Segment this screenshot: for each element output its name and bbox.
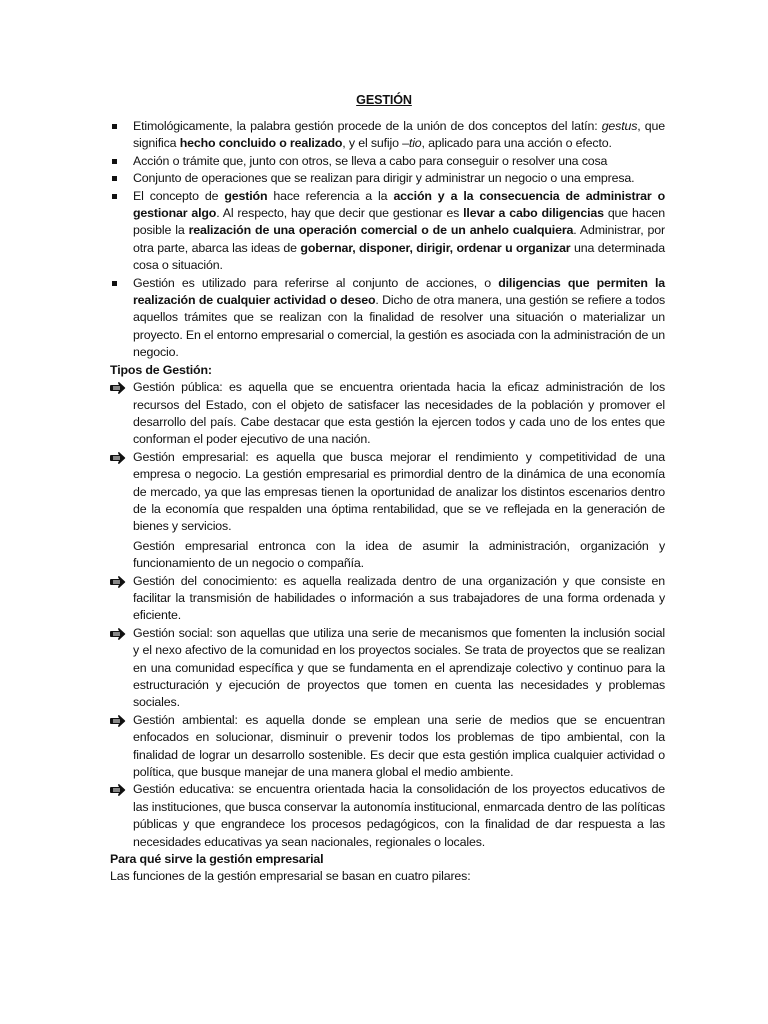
definition-item xyxy=(110,188,665,275)
definition-item xyxy=(110,170,665,187)
definition-text-run: Gestión es utilizado para referirse al conjunto de acciones, o xyxy=(133,275,499,290)
type-item xyxy=(110,625,665,712)
definition-text-run: . Al respecto, hay que decir que gestionar es xyxy=(216,206,464,221)
definition-text-run: una determinada cosa o situación. xyxy=(133,240,665,273)
type-text: Gestión educativa: se encuentra orientada hacia la consolidación de los proyectos educativos de las instituciones, que busca conservar la autonomía institucional, enmarcada dentro de las políticas públicas y que engrandece los procesos pedagógicos, con la finalidad de dar respuesta a las necesidades educativas ya sean nacionales, regionales o locales. xyxy=(133,782,665,849)
type-item xyxy=(110,449,665,573)
definition-item xyxy=(110,153,665,170)
pointing-hand-arrow-icon xyxy=(110,627,126,641)
definition-text-run: , que significa xyxy=(133,119,666,151)
definition-text-run: llevar a cabo diligencias xyxy=(463,206,604,221)
definition-text-run: Etimológicamente, la palabra gestión procede de la unión de dos conceptos del latín: xyxy=(133,119,602,133)
definition-text-run: realización de una operación comercial o de un anhelo cualquiera xyxy=(188,223,574,238)
square-bullet-icon xyxy=(112,176,117,181)
type-extra-text: Gestión empresarial entronca con la idea de asumir la administración, organización y funcionamiento de un negocio o compañía. xyxy=(133,538,665,571)
definition-text-run: diligencias que permiten la realización de cualquier actividad o deseo xyxy=(133,275,665,308)
purpose-text: Las funciones de la gestión empresarial se basan en cuatro pilares: xyxy=(110,869,471,884)
pointing-hand-arrow-icon xyxy=(110,575,126,589)
square-bullet-icon xyxy=(112,281,117,286)
definition-text-run: hecho concluido o realizado xyxy=(179,136,343,151)
definition-text-run: hace referencia a la xyxy=(267,188,394,203)
pointing-hand-arrow-icon xyxy=(110,714,126,728)
type-text: Gestión ambiental: es aquella donde se emplean una serie de medios que se encuentran enfocados en solucionar, disminuir o prevenir todos los problemas de tipo ambiental, con la finalidad de lograr un desarrollo sostenible. Es decir que esta gestión implica cualquier actividad o política, que busque manejar de una manera global el medio ambiente. xyxy=(133,712,665,780)
definition-text-run: gobernar, disponer, dirigir, ordenar u organizar xyxy=(300,240,571,255)
definition-text-run: acción y a la consecuencia de administrar o gestionar algo xyxy=(133,188,666,221)
purpose-heading: Para qué sirve la gestión empresarial xyxy=(110,852,324,867)
definitions-list xyxy=(110,118,665,362)
pointing-hand-arrow-icon xyxy=(110,381,126,395)
type-text: Gestión pública: es aquella que se encuentra orientada hacia la eficaz administración de los recursos del Estado, con el objeto de satisfacer las necesidades de la población y promover el desarrollo del país. Cabe destacar que esta gestión la ejercen todos y cada uno de los entes que conforman el poder ejecutivo de una nación. xyxy=(133,380,665,447)
pointing-hand-arrow-icon xyxy=(110,451,126,465)
type-text: Gestión del conocimiento: es aquella realizada dentro de una organización y que consiste en facilitar la transmisión de habilidades o información a sus trabajadores de una forma ordenada y eficiente. xyxy=(133,573,665,623)
square-bullet-icon xyxy=(112,159,117,164)
type-item xyxy=(110,781,665,851)
definition-item xyxy=(110,275,665,362)
type-item xyxy=(110,379,665,449)
definition-text-run: , aplicado para una acción o efecto. xyxy=(421,136,612,151)
page-title: GESTIÓN xyxy=(356,93,412,107)
type-item xyxy=(110,573,665,625)
definition-text-run: . Dicho de otra manera, una gestión se refiere a todos aquellos trámites que se realizan con la finalidad de resolver una situación o materializar un proyecto. En el entorno empresarial o comercial, la gestión es asociada con la administración de un negocio. xyxy=(133,293,666,360)
types-heading: Tipos de Gestión: xyxy=(110,362,212,377)
definition-text-run: gestión xyxy=(224,188,268,203)
definition-text-run: El concepto de xyxy=(133,188,225,203)
type-text: Gestión social: son aquellas que utiliza una serie de mecanismos que fomenten la inclusión social y el nexo afectivo de la comunidad en los proyectos sociales. Se trata de proyectos que se realizan en una comunidad específica y que se fundamenta en el aprendizaje colectivo y continuo para la estructuración y ejecución de proyectos que tomen en cuenta las necesidades y problemas sociales. xyxy=(133,625,665,710)
definition-text-run: , y el sufijo – xyxy=(342,136,409,151)
definition-item xyxy=(110,118,665,153)
definition-text-run: gestus xyxy=(601,119,638,133)
definition-text-run: Conjunto de operaciones que se realizan para dirigir y administrar un negocio o una empresa. xyxy=(133,171,635,186)
type-item xyxy=(110,712,665,782)
square-bullet-icon xyxy=(112,194,117,199)
type-text: Gestión empresarial: es aquella que busca mejorar el rendimiento y competitividad de una empresa o negocio. La gestión empresarial es primordial dentro de la dinámica de una economía de mercado, ya que las empresas tienen la oportunidad de analizar los distintos escenarios dentro de la economía que respalden una óptima rentabilidad, que se ve reflejada en la generación de bienes y servicios. xyxy=(133,449,665,534)
square-bullet-icon xyxy=(112,124,117,129)
definition-text-run: que hacen posible la xyxy=(133,206,665,238)
definition-text-run: tio xyxy=(408,136,422,151)
definition-text-run: Acción o trámite que, junto con otros, se lleva a cabo para conseguir o resolver una cosa xyxy=(133,153,608,168)
definition-text-run: . Administrar, por otra parte, abarca las ideas de xyxy=(133,223,665,255)
document-body xyxy=(110,118,665,886)
pointing-hand-arrow-icon xyxy=(110,783,126,797)
types-list xyxy=(110,379,665,851)
